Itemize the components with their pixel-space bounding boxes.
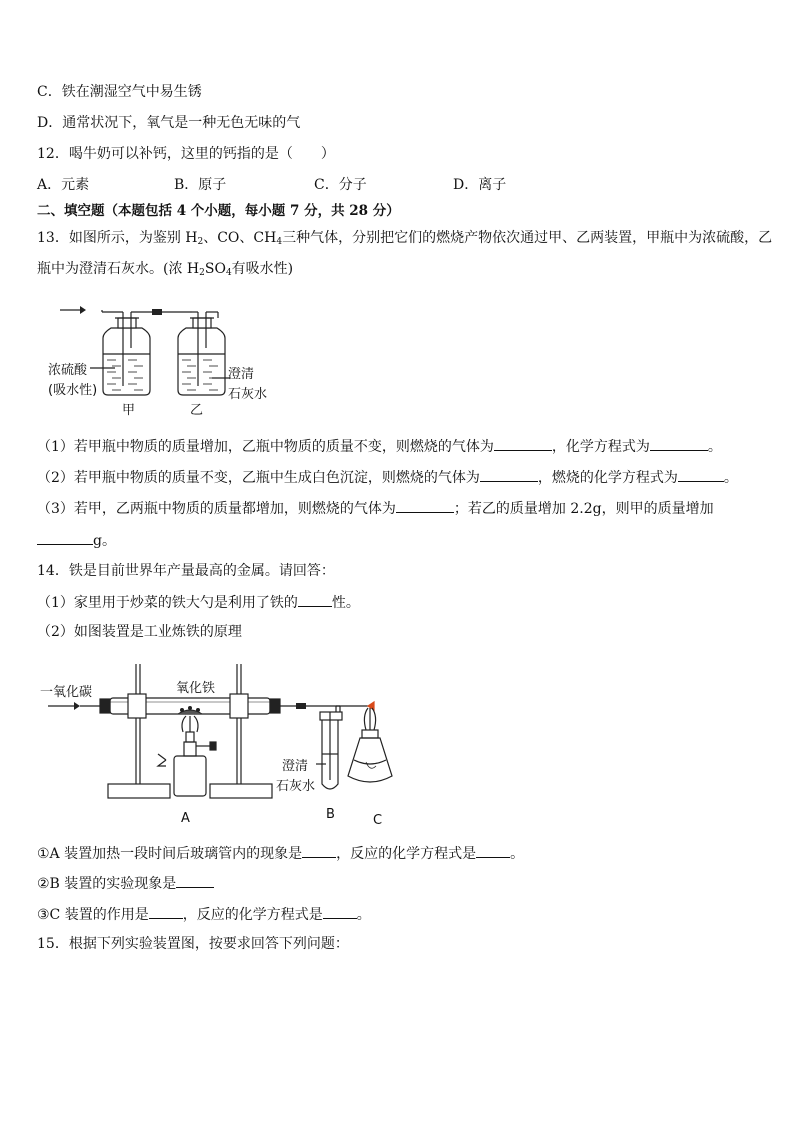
label-clear: 澄清 (228, 367, 255, 382)
q11-option-d: D．通常状况下，氧气是一种无色无味的气 (37, 115, 301, 131)
answer-blank[interactable] (678, 467, 724, 482)
q12-option-c: C．分子 (314, 177, 367, 193)
iron-stand-left (108, 664, 170, 798)
label-limewater: 石灰水 (276, 779, 316, 794)
test-tube-b (316, 706, 368, 789)
label-water-absorbing: (吸水性) (48, 383, 98, 398)
q13-part3: （3）若甲，乙两瓶中物质的质量都增加，则燃烧的气体为 ；若乙的质量增加 2.2g，则甲的质量增加 (37, 498, 714, 519)
q12-option-d: D．离子 (453, 177, 507, 193)
q14-sub2: ②B 装置的实验现象是 (37, 873, 214, 894)
q14-stem: 14．铁是目前世界年产量最高的金属。请回答： (37, 563, 335, 579)
label-iron-oxide: 氧化铁 (176, 681, 216, 696)
answer-blank[interactable] (302, 843, 336, 858)
label-limewater: 石灰水 (228, 387, 268, 402)
label-clear: 澄清 (282, 759, 309, 774)
q13-stem-line2: 瓶中为澄清石灰水。(浓 $H_2SO_4$有吸水性) (37, 261, 294, 278)
q14-part1: （1）家里用于炒菜的铁大勺是利用了铁的 性。 (37, 592, 360, 613)
q14-part2: （2）如图装置是工业炼铁的原理 (37, 624, 242, 640)
answer-blank[interactable] (650, 436, 708, 451)
q13-part2: （2）若甲瓶中物质的质量不变，乙瓶中生成白色沉淀，则燃烧的气体为 ，燃烧的化学方程式为 。 (37, 467, 738, 488)
alcohol-lamp-c (348, 708, 392, 782)
label-b: B (326, 807, 335, 822)
q13-part1: （1）若甲瓶中物质的质量增加，乙瓶中物质的质量不变，则燃烧的气体为 ，化学方程式为 。 (37, 436, 722, 457)
answer-blank[interactable] (323, 904, 357, 919)
answer-blank[interactable] (37, 530, 93, 545)
answer-blank[interactable] (480, 467, 538, 482)
iron-stand-right (210, 664, 272, 798)
q13-apparatus-figure (40, 298, 290, 422)
q14-sub3: ③C 装置的作用是 ，反应的化学方程式是 。 (37, 904, 371, 925)
label-a: A (181, 811, 190, 826)
answer-blank[interactable] (149, 904, 183, 919)
iron-oxide-powder (178, 707, 202, 715)
q12-option-a: A．元素 (37, 177, 90, 193)
bottle-yi (178, 312, 225, 395)
bottle-jia (102, 310, 150, 395)
q14-apparatus-figure (40, 656, 400, 828)
answer-blank[interactable] (476, 843, 510, 858)
q15-stem: 15．根据下列实验装置图，按要求回答下列问题： (37, 936, 349, 952)
q11-option-c: C．铁在潮湿空气中易生锈 (37, 84, 202, 100)
q13-stem-line1: 13．如图所示，为鉴别 $H_2$、CO、$CH_4$三种气体，分别把它们的燃烧产物依次通过甲、乙两装置，甲瓶中为浓硫酸，乙 (37, 230, 773, 247)
answer-blank[interactable] (494, 436, 552, 451)
label-carbon-monoxide: 一氧化碳 (40, 685, 93, 700)
answer-blank[interactable] (298, 592, 332, 607)
label-yi: 乙 (190, 403, 204, 418)
answer-blank[interactable] (176, 873, 214, 888)
section-title: 二、填空题（本题包括 4 个小题，每小题 7 分，共 28 分） (37, 203, 400, 219)
label-c: C (373, 813, 383, 828)
q13-part3-cont: g。 (37, 530, 116, 551)
q12-stem: 12．喝牛奶可以补钙，这里的钙指的是（ ） (37, 146, 335, 162)
answer-blank[interactable] (396, 498, 454, 513)
label-jia: 甲 (122, 403, 136, 418)
q12-option-b: B．原子 (174, 177, 227, 193)
label-conc-acid: 浓硫酸 (48, 363, 88, 378)
q14-sub1: ①A 装置加热一段时间后玻璃管内的现象是 ，反应的化学方程式是 。 (37, 843, 524, 864)
